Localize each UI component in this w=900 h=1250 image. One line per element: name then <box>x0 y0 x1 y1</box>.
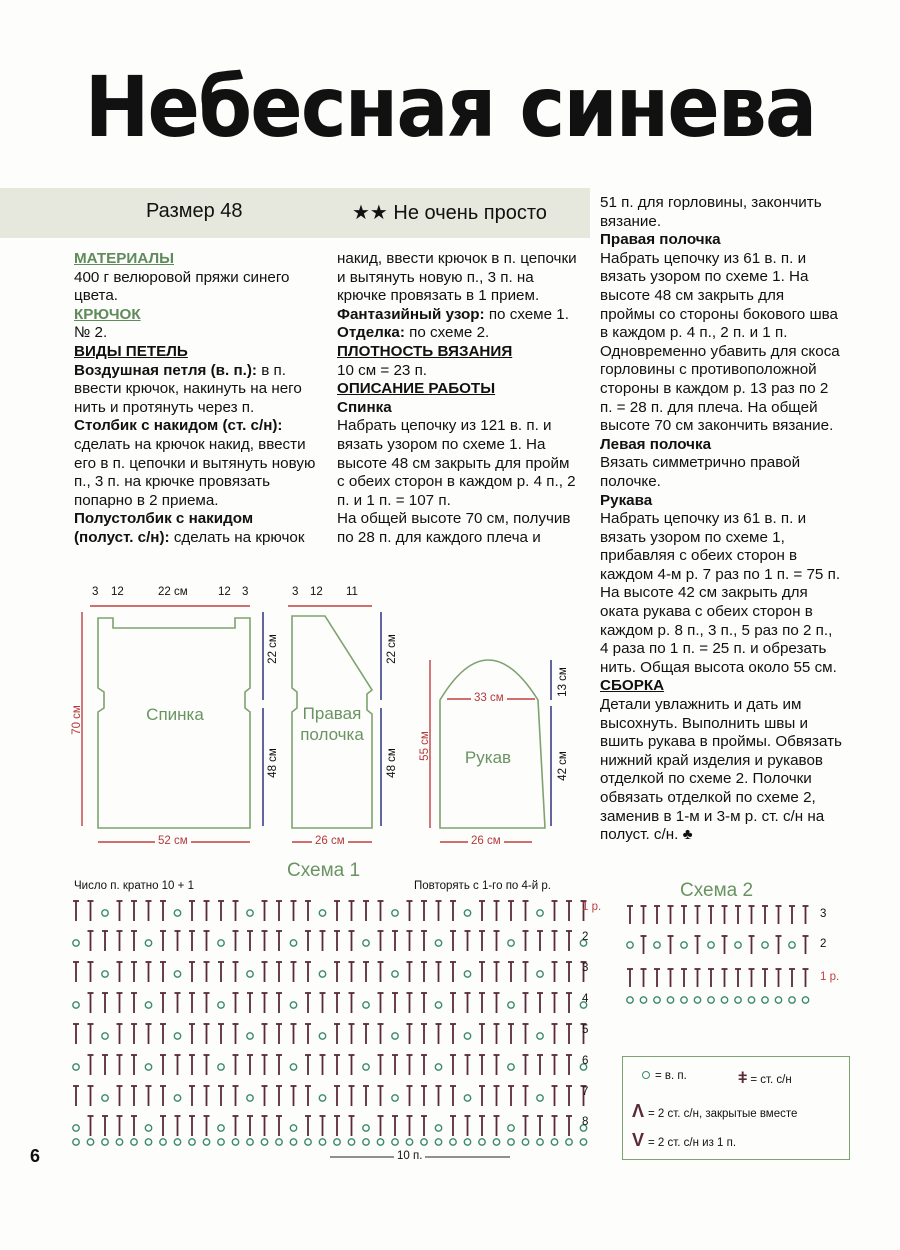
assembly-text: Детали увлажнить и дать им высохнуть. Выполнить швы и вшить рукава в проймы. Обвязать нижний край изделия и рукавов отделкой по схеме 2. Полочки обвязать отделкой по схеме 2, заменив в 1-м и 3-м р. ст. с/н на полуст. с/н. ♣ <box>600 696 842 844</box>
density-text: 10 см = 23 п. <box>337 361 428 379</box>
stitch-dc: Столбик с накидом (ст. с/н): сделать на крючок накид, ввести его в п. цепочки и вытянуть новую п., 3 п. на крючке провязать попарно в 2 приема. <box>74 417 316 509</box>
scheme1-row-number: 5 <box>582 1024 589 1036</box>
scheme1-row-number: 4 <box>582 993 589 1005</box>
dim-front-top-1: 3 <box>292 586 299 598</box>
back-label: Спинка <box>146 705 204 724</box>
dim-front-armhole: 22 см <box>385 634 398 664</box>
inc-symbol-icon: V <box>632 1130 645 1150</box>
sleeve-text: Набрать цепочку из 61 в. п. и вязать узором по схеме 1, прибавляя с обеих сторон в каждом 4-м р. 7 раз по 1 п. = 75 п. На высоте 42 см закрыть для оката рукава с обеих сторон в каждом р. 8 п., 3 п., 5 раз по 2 п., 4 раза по 1 п. = 25 п. и обрезать нить. Общая высота около 55 см. <box>600 510 841 676</box>
dim-front-top-2: 12 <box>310 586 323 598</box>
difficulty-text: Не очень просто <box>393 202 547 224</box>
scheme1-repeat: Повторять с 1-го по 4-й р. <box>414 880 551 892</box>
chain-stitch <box>640 997 646 1003</box>
back-text-cont: 51 п. для горловины, закончить вязание. <box>600 194 822 230</box>
right-front-text: Набрать цепочку из 61 в. п. и вязать узором по схеме 1. На высоте 48 см закрыть для проймы со стороны бокового шва в каждом р. 4 п., 2 п. и 1 п. Одновременно убавить для скоса горловины с противоположной стороны в каждом р. 13 раз по 2 п. = 28 п. для плеча. На общей высоте 70 см закончить вязание. <box>600 249 840 435</box>
materials-heading: МАТЕРИАЛЫ <box>74 250 174 267</box>
scheme1-row-number: 8 <box>582 1116 589 1128</box>
density-heading: ПЛОТНОСТЬ ВЯЗАНИЯ <box>337 342 513 360</box>
stitch-chain: Воздушная петля (в. п.): в п. ввести крючок, накинуть на него нить и протянуть через п. <box>74 361 302 416</box>
sleeve-heading: Рукава <box>600 491 653 509</box>
scheme2-row-number: 1 р. <box>820 971 840 983</box>
dim-front-top-3: 11 <box>346 586 358 598</box>
chain-symbol-icon <box>642 1071 650 1079</box>
scheme1-row-number: 1 р. <box>582 901 602 913</box>
back-text-2: На общей высоте 70 см, получив по 28 п. для каждого плеча и <box>337 510 571 546</box>
scheme1-width: 10 п. <box>394 1150 425 1162</box>
chain-stitch <box>789 997 795 1003</box>
left-front-text: Вязать симметрично правой полочке. <box>600 454 801 490</box>
dim-back-lower: 48 см <box>266 748 279 778</box>
finish-pattern: Отделка: по схеме 2. <box>337 324 490 342</box>
chain-stitch <box>802 997 808 1003</box>
chain-stitch <box>667 997 673 1003</box>
chain-stitch <box>735 942 741 948</box>
dim-back-top-5: 3 <box>242 586 249 598</box>
sleeve-label: Рукав <box>464 748 512 767</box>
scheme2-row-number: 3 <box>820 908 827 920</box>
front-label: Правая полочка <box>300 704 364 744</box>
scheme1-row-number: 6 <box>582 1055 589 1067</box>
chain-stitch <box>762 942 768 948</box>
chain-stitch <box>762 997 768 1003</box>
left-front-heading: Левая полочка <box>600 435 712 453</box>
chain-stitch <box>775 997 781 1003</box>
legend-inc: V = 2 ст. с/н из 1 п. <box>632 1130 737 1150</box>
stitches-heading: ВИДЫ ПЕТЕЛЬ <box>74 342 188 360</box>
chain-stitch <box>748 997 754 1003</box>
dim-back-width: 52 см <box>155 835 191 847</box>
hook-heading: КРЮЧОК <box>74 305 141 323</box>
scheme1-multiple: Число п. кратно 10 + 1 <box>74 880 194 892</box>
chain-stitch <box>708 942 714 948</box>
chain-stitch <box>694 997 700 1003</box>
dim-sleeve-cap: 33 см <box>471 692 507 704</box>
scheme2-title: Схема 2 <box>680 880 754 901</box>
chain-stitch <box>627 942 633 948</box>
page-title: Небесная синева <box>84 58 816 156</box>
dim-sleeve-height: 55 см <box>418 731 431 761</box>
dim-back-top-4: 12 <box>218 586 231 598</box>
chain-stitch <box>654 997 660 1003</box>
back-heading: Спинка <box>337 398 392 416</box>
scheme1-row-number: 7 <box>582 1086 589 1098</box>
scheme2-row-number: 2 <box>820 938 827 950</box>
materials-text: 400 г велюровой пряжи синего цвета. <box>74 268 290 305</box>
legend-chain: = в. п. <box>642 1070 687 1082</box>
dim-back-top-1: 3 <box>92 586 99 598</box>
stitch-hdc-cont: накид, ввести крючок в п. цепочки и вытянуть новую п., 3 п. на крючке провязать в 1 прием. <box>337 250 577 305</box>
dec-symbol-icon: Λ <box>632 1101 645 1121</box>
dim-front-width: 26 см <box>312 835 348 847</box>
chain-stitch <box>627 997 633 1003</box>
dim-front-lower: 48 см <box>385 748 398 778</box>
hook-text: № 2. <box>74 324 108 342</box>
dim-back-top-3: 22 см <box>158 586 188 598</box>
page-number: 6 <box>30 1146 41 1166</box>
dim-sleeve-cap-h: 13 см <box>556 667 569 697</box>
dim-sleeve-width: 26 см <box>468 835 504 847</box>
right-front-heading: Правая полочка <box>600 231 721 249</box>
legend-dc: ǂ = ст. с/н <box>738 1070 792 1087</box>
chain-stitch <box>681 942 687 948</box>
difficulty-stars: ★★ <box>352 202 388 224</box>
scheme1-row-number: 2 <box>582 931 589 943</box>
dc-symbol-icon: ǂ <box>738 1070 748 1087</box>
dim-back-height: 70 см <box>70 705 83 735</box>
scheme1-title: Схема 1 <box>287 860 361 881</box>
dim-back-armhole: 22 см <box>266 634 279 664</box>
dim-back-top-2: 12 <box>111 586 124 598</box>
dim-sleeve-lower: 42 см <box>556 751 569 781</box>
chain-stitch <box>681 997 687 1003</box>
chain-stitch <box>708 997 714 1003</box>
size-label: Размер 48 <box>146 200 243 222</box>
description-heading: ОПИСАНИЕ РАБОТЫ <box>337 380 496 398</box>
scheme1-row-number: 3 <box>582 962 589 974</box>
assembly-heading: СБОРКА <box>600 677 665 695</box>
chain-stitch <box>789 942 795 948</box>
chain-stitch <box>735 997 741 1003</box>
chain-stitch <box>654 942 660 948</box>
stitch-hdc: Полустолбик с накидом (полуст. с/н): сделать на крючок <box>74 510 305 546</box>
legend-dec: Λ = 2 ст. с/н, закрытые вместе <box>632 1101 798 1121</box>
fancy-pattern: Фантазийный узор: по схеме 1. <box>337 305 569 323</box>
back-text: Набрать цепочку из 121 в. п. и вязать узором по схеме 1. На высоте 48 см закрыть для пройм с обеих сторон в каждом р. 4 п., 2 п. и 1 п. = 107 п. <box>337 417 576 509</box>
chain-stitch <box>721 997 727 1003</box>
